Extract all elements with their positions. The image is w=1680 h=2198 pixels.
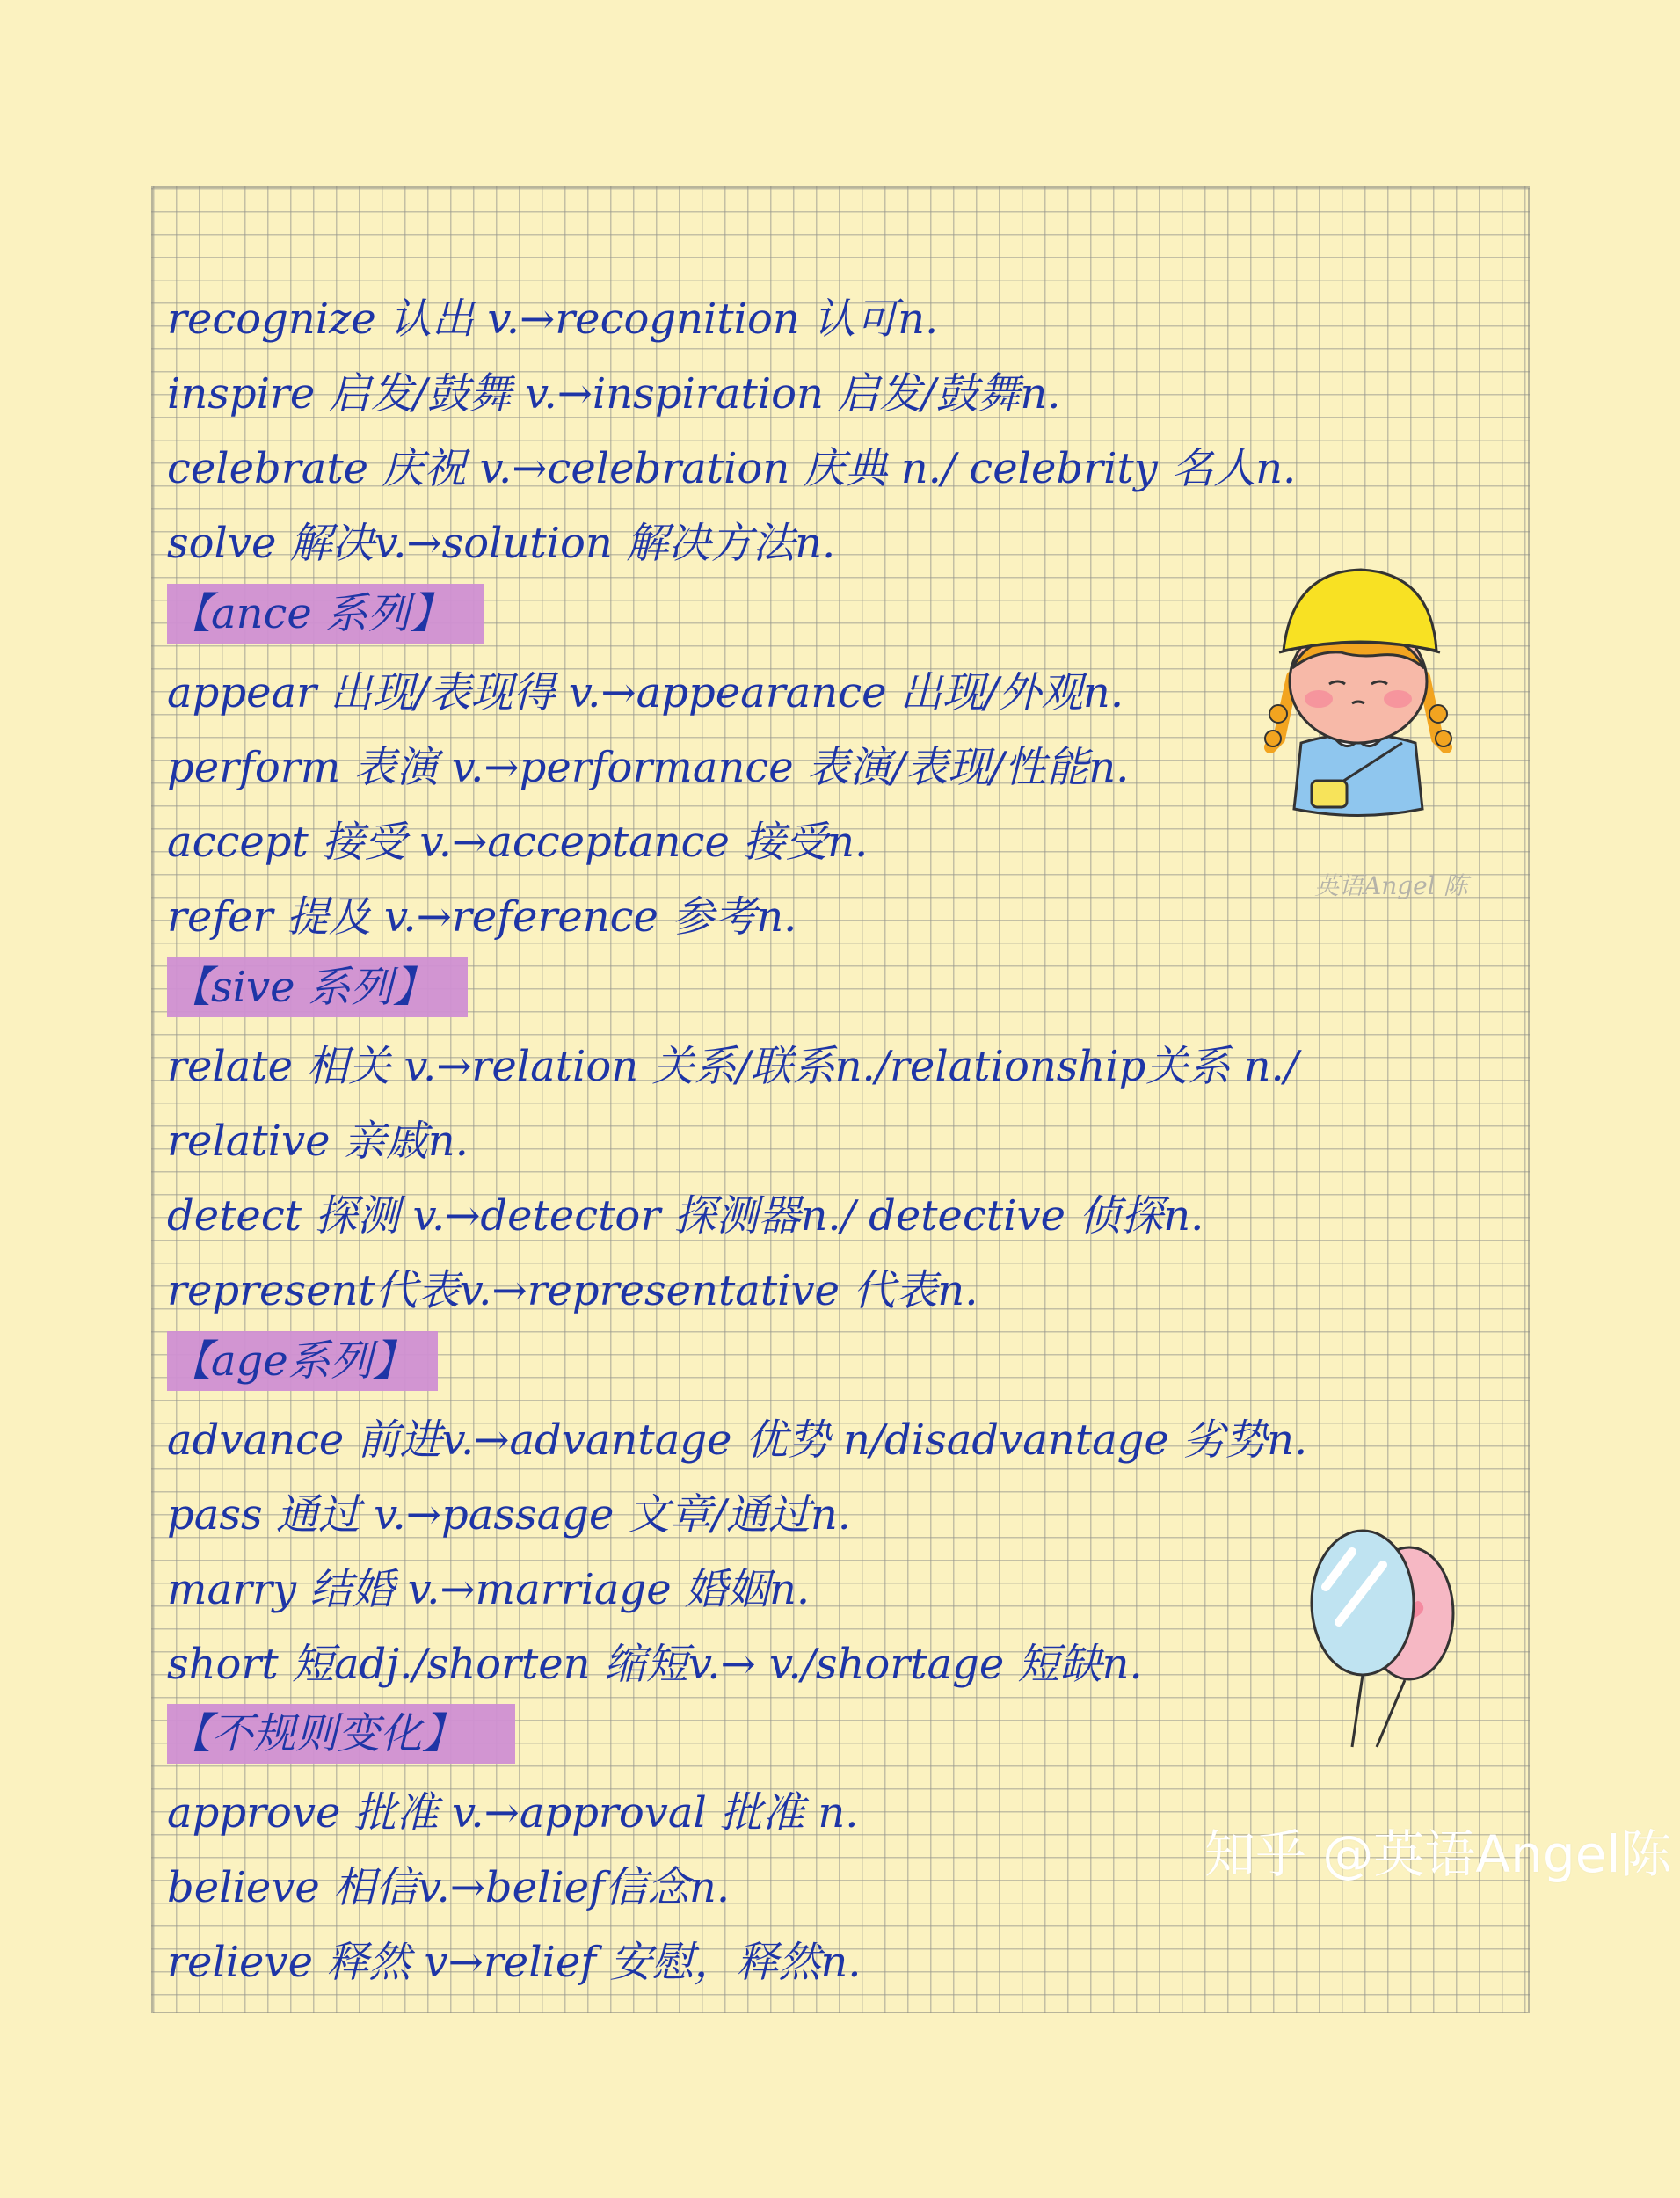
vocab-line: represent代表v.→representative 代表n. bbox=[167, 1266, 978, 1315]
vocab-line: relate 相关 v.→relation 关系/联系n./relationship关系 n./ bbox=[167, 1042, 1298, 1091]
vocab-line: short 短adj./shorten 缩短v.→ v./shortage 短缺n. bbox=[167, 1640, 1143, 1689]
vocab-line: solve 解决v.→solution 解决方法n. bbox=[167, 519, 836, 568]
watermark: 知乎 @英语Angel陈 bbox=[1204, 1824, 1672, 1884]
vocab-line: pass 通过 v.→passage 文章/通过n. bbox=[167, 1490, 851, 1539]
vocab-line: relative 亲戚n. bbox=[167, 1117, 469, 1166]
section-heading: 【age系列】 bbox=[169, 1336, 415, 1386]
vocab-line: advance 前进v.→advantage 优势 n/disadvantage 劣势n. bbox=[167, 1416, 1308, 1465]
section-heading: 【不规则变化】 bbox=[169, 1709, 465, 1758]
balloons-sticker-icon bbox=[1299, 1525, 1475, 1754]
vocab-line: marry 结婚 v.→marriage 婚姻n. bbox=[167, 1565, 811, 1614]
vocab-line: accept 接受 v.→acceptance 接受n. bbox=[167, 818, 869, 867]
vocab-line: recognize 认出 v.→recognition 认可n. bbox=[167, 295, 939, 344]
vocab-line: relieve 释然 v→relief 安慰，释然n. bbox=[167, 1938, 862, 1987]
vocab-line: detect 探测 v.→detector 探测器n./ detective 侦探n. bbox=[167, 1191, 1204, 1241]
vocab-line: inspire 启发/鼓舞 v.→inspiration 启发/鼓舞n. bbox=[167, 369, 1061, 418]
girl-sticker-icon bbox=[1257, 554, 1459, 826]
signature: 英语Angel 陈 bbox=[1314, 871, 1468, 900]
vocab-line: refer 提及 v.→reference 参考n. bbox=[167, 892, 797, 942]
vocab-line: celebrate 庆祝 v.→celebration 庆典 n./ celebrity 名人n. bbox=[167, 444, 1297, 493]
vocab-line: perform 表演 v.→performance 表演/表现/性能n. bbox=[167, 743, 1130, 792]
vocab-line: appear 出现/表现得 v.→appearance 出现/外观n. bbox=[167, 668, 1124, 717]
vocab-line: approve 批准 v.→approval 批准 n. bbox=[167, 1788, 859, 1838]
section-heading: 【ance 系列】 bbox=[169, 589, 453, 638]
section-heading: 【sive 系列】 bbox=[169, 963, 435, 1012]
vocab-line: believe 相信v.→belief信念n. bbox=[167, 1863, 731, 1912]
